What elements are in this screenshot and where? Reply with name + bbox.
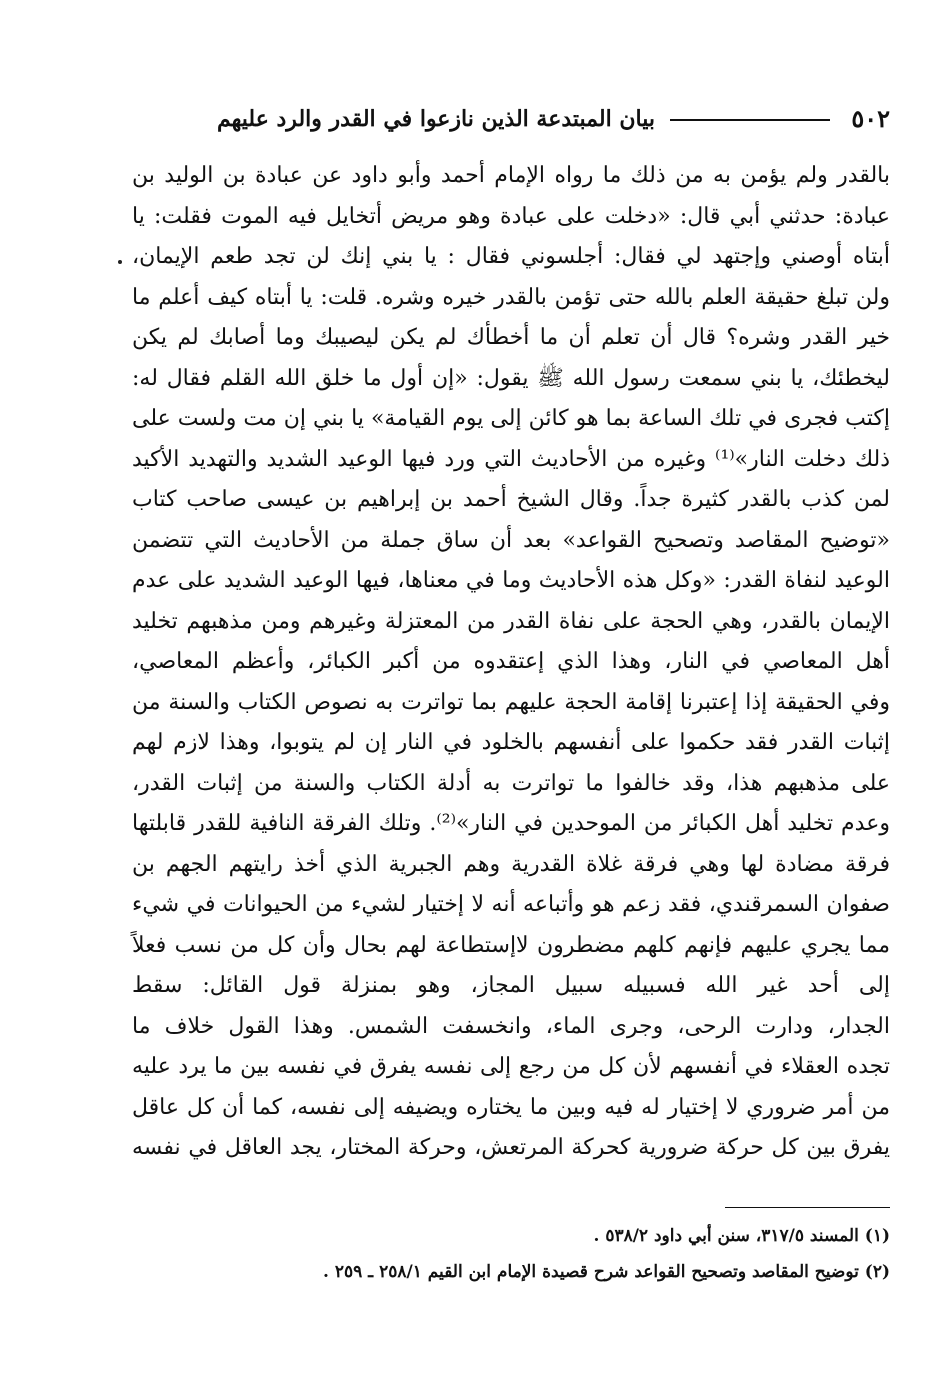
text-line: أهل المعاصي في النار، وهذا الذي إعتقدوه من أكبر الكبائر، وأعظم المعاصي، <box>132 649 890 674</box>
text-line: وعدم تخليد أهل الكبائر من الموحدين في النار»⁽²⁾. وتلك الفرقة النافية للقدر قابلتها <box>132 811 890 836</box>
text-line: إثبات القدر فقد حكموا على أنفسهم بالخلود في النار إن لم يتوبوا، وهذا لازم لهم <box>132 730 890 755</box>
text-line: إلى أحد غير الله فسبيله سبيل المجاز، وهو بمنزلة قول القائل: سقط <box>132 973 890 998</box>
text-line: لمن كذب بالقدر كثيرة جداً. وقال الشيخ أحمد بن إبراهيم بن عيسى صاحب كتاب <box>132 487 890 512</box>
footnotes <box>132 1218 890 1290</box>
text-line: يفرق بين كل حركة ضرورية كحركة المرتعش، وحركة المختار، يجد العاقل في نفسه <box>132 1135 890 1160</box>
text-line: أبتاه أوصني وإجتهد لي فقال: أجلسوني فقال : يا بني إنك لن تجد طعم الإيمان، <box>132 244 890 269</box>
text-line: ليخطئك، يا بني سمعت رسول الله ﷺ يقول: «إن أول ما خلق الله القلم فقال له: <box>132 365 890 391</box>
text-line: إكتب فجرى في تلك الساعة بما هو كائن إلى يوم القيامة» يا بني إن مت ولست على <box>132 406 890 431</box>
header-rule <box>670 119 830 121</box>
running-title: بيان المبتدعة الذين نازعوا في القدر والرد عليهم <box>217 106 655 132</box>
text-line: بالقدر ولم يؤمن به من ذلك ما رواه الإمام أحمد وأبو داود عن عبادة بن الوليد بن <box>132 163 890 188</box>
print-speck <box>118 260 122 264</box>
footnote-1: (١) المسند ٣١٧/٥، سنن أبي داود ٥٣٨/٢ . <box>593 1226 890 1246</box>
text-line: وفي الحقيقة إذا إعتبرنا إقامة الحجة عليهم بما تواترت به نصوص الكتاب والسنة من <box>132 689 890 715</box>
text-line: تجده العقلاء في أنفسهم لأن كل من رجع إلى نفسه يفرق في نفسه بين ما يرد عليه <box>132 1054 890 1079</box>
text-line: من أمر ضروري لا إختيار له فيه وبين ما يختاره ويضيفه إلى نفسه، كما أن كل عاقل <box>132 1094 890 1120</box>
text-line: الجدار، ودارت الرحى، وجرى الماء، وانخسفت الشمس. وهذا القول خلاف ما <box>132 1013 890 1039</box>
running-header <box>130 104 890 140</box>
text-line: فرقة مضادة لها وهي فرقة غلاة القدرية وهم الجبرية الذي أخذ رايتهم الجهم بن <box>132 851 890 877</box>
text-line: الإيمان بالقدر، وهي الحجة على نفاة القدر من المعتزلة وغيرهم ومن مذهبهم تخليد <box>132 608 890 634</box>
main-text <box>132 156 890 1169</box>
footnote-2: (٢) توضيح المقاصد وتصحيح القواعد شرح قصيدة الإمام ابن القيم ٢٥٨/١ ـ ٢٥٩ . <box>323 1262 890 1282</box>
text-line: مما يجري عليهم فإنهم كلهم مضطرون لاإستطاعة لهم بحال وأن كل من نسب فعلاً <box>132 932 890 958</box>
text-line: صفوان السمرقندي، فقد زعم هو وأتباعه أنه لا إختيار لشيء من الحيوانات في شيء <box>132 892 890 917</box>
text-line: خير القدر وشره؟ قال أن تعلم أن ما أخطأك لم يكن ليصيبك وما أصابك لم يكن <box>132 325 890 350</box>
text-line: الوعيد لنفاة القدر: «وكل هذه الأحاديث وما في معناها، فيها الوعيد الشديد على عدم <box>132 568 890 593</box>
text-line: «توضيح المقاصد وتصحيح القواعد» بعد أن ساق جملة من الأحاديث التي تتضمن <box>132 527 890 553</box>
text-line: ذلك دخلت النار»⁽¹⁾ وغيره من الأحاديث التي ورد فيها الوعيد الشديد والتهديد الأكيد <box>132 446 890 472</box>
page-number: ٥٠٢ <box>851 104 890 133</box>
text-line: عبادة: حدثني أبي قال: «دخلت على عبادة وهو مريض أتخايل فيه الموت فقلت: يا <box>132 203 890 229</box>
text-line: ولن تبلغ حقيقة العلم بالله حتى تؤمن بالقدر خيره وشره. قلت: يا أبتاه كيف أعلم ما <box>132 284 890 310</box>
footnote-separator <box>725 1207 890 1208</box>
text-line: على مذهبهم هذا، وقد خالفوا ما تواترت به أدلة الكتاب والسنة من إثبات القدر، <box>132 770 890 796</box>
